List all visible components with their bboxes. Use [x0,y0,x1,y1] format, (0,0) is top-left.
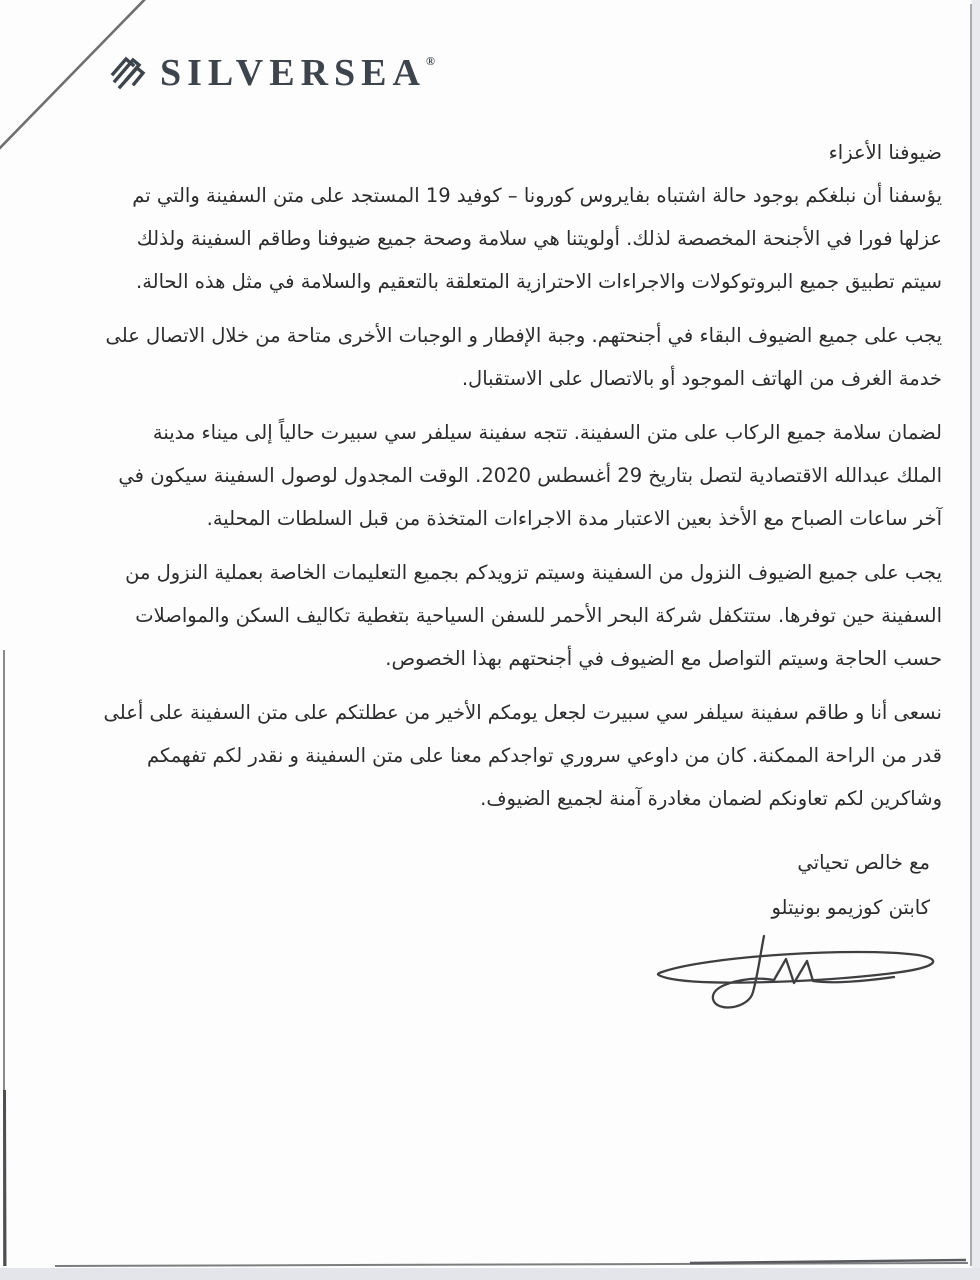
closing-salutation: مع خالص تحياتي [797,851,930,874]
captain-signature [652,932,952,1018]
silversea-wave-icon [106,50,152,96]
letter-body [103,131,942,831]
greeting-line: ضيوفنا الأعزاء [828,141,942,164]
brand-wordmark: SILVERSEA® [160,52,435,94]
paragraph-disembarkation: يجب على جميع الضيوف النزول من السفينة وسيتم تزويدكم بجميع التعليمات الخاصة بعملية النزول من السفينة حين توفرها. ستتكفل شركة البحر الأحمر للسفن السياحية بتغطية تكاليف السكن والمواصلات حسب الحاجة وسيتم التواصل مع الضيوف في أجنحتهم بهذا الخصوص. [125,561,942,670]
paragraph-farewell: نسعى أنا و طاقم سفينة سيلفر سي سبيرت لجعل يومكم الأخير من عطلتكم على متن السفينة على أعلى قدر من الراحة الممكنة. كان من داوعي سروري تواجدكم معنا على متن السفينة و نقدر لكم تفهمكم وشاكرين لكم تعاونكم لضمان مغادرة آمنة لجميع الضيوف. [103,701,942,810]
scan-edge-band [0,1268,980,1280]
silversea-logo [106,50,435,96]
paragraph-stay-in-suites: يجب على جميع الضيوف البقاء في أجنحتهم. وجبة الإفطار و الوجبات الأخرى متاحة من خلال الاتصال على خدمة الغرف من الهاتف الموجود أو بالاتصال على الاستقبال. [105,324,942,390]
closing-block [771,840,930,930]
paragraph-covid-notice: يؤسفنا أن نبلغكم بوجود حالة اشتباه بفايروس كورونا – كوفيد 19 المستجد على متن السفينة والتي تم عزلها فورا في الأجنحة المخصصة لذلك. أولويتنا هي سلامة وصحة جميع ضيوفنا وطاقم السفينة ولذلك سيتم تطبيق جميع البروتوكولات والاجراءات الاحترازية المتعلقة بالتعقيم والسلامة في مثل هذه الحالة. [132,184,942,293]
registered-mark: ® [425,54,435,68]
closing-signatory: كابتن كوزيمو بونيتلو [771,896,930,919]
paragraph-arrival-schedule: لضمان سلامة جميع الركاب على متن السفينة. تتجه سفينة سيلفر سي سبيرت حالياً إلى ميناء مدينة الملك عبدالله الاقتصادية لتصل بتاريخ 29 أغسطس 2020. الوقت المجدول لوصول السفينة سيكون في آخر ساعات الصباح مع الأخذ بعين الاعتبار مدة الاجراءات المتخذة من قبل السلطات المحلية. [118,421,942,530]
